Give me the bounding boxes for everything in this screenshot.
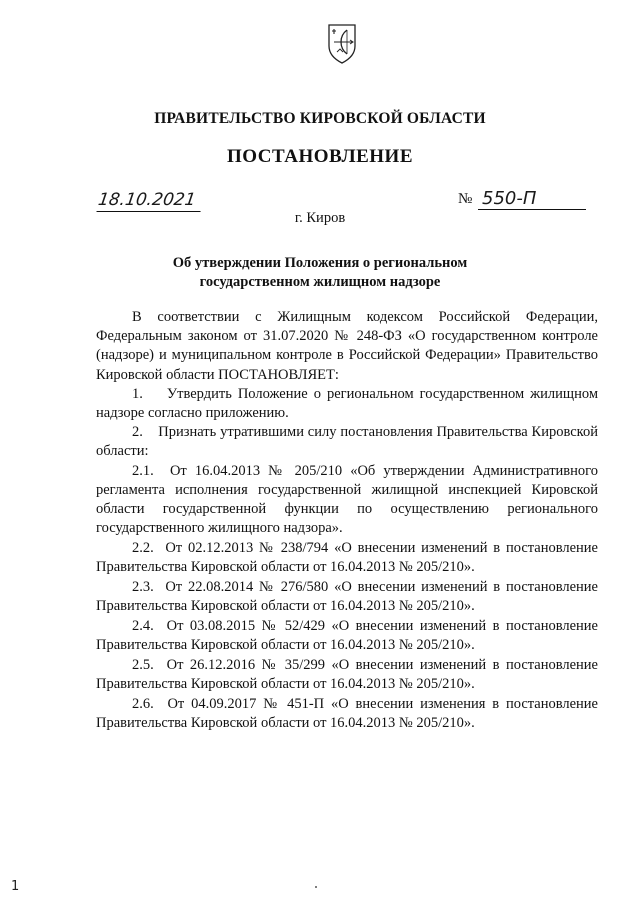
number-sign: № xyxy=(458,191,473,207)
page-mark: 1 xyxy=(11,879,20,894)
clause-2-2: 2.2. От 02.12.2013 № 238/794 «О внесении изменений в постановление Правительства Кировской области от 16.04.2013 № 205/210». xyxy=(96,539,598,576)
scan-dot xyxy=(315,886,317,888)
document-type: ПОСТАНОВЛЕНИЕ xyxy=(226,146,414,167)
handwritten-number: 550-П xyxy=(478,188,586,210)
clause-2-4: 2.4. От 03.08.2015 № 52/429 «О внесении изменений в постановление Правительства Кировской области от 16.04.2013 № 205/210». xyxy=(96,617,598,653)
clause-2-3: 2.3. От 22.08.2014 № 276/580 «О внесении изменений в постановление Правительства Кировской области от 16.04.2013 № 205/210». xyxy=(96,578,598,615)
coat-of-arms-icon xyxy=(326,22,358,64)
clause-2: 2. Признать утратившими силу постановления Правительства Кировской области: xyxy=(96,424,598,460)
preamble-paragraph: В соответствии с Жилищным кодексом Российской Федерации, Федеральным законом от 31.07.2020 № 248-ФЗ «О государственном контроле (надзоре) и муниципальном контроле в Российской Федерации» Правительство Кировской области ПОСТАНОВЛЯЕТ: xyxy=(96,309,598,383)
handwritten-date: 18.10.2021 xyxy=(96,190,203,212)
document-title: Об утверждении Положения о региональном государственном жилищном надзоре xyxy=(172,255,468,290)
city-label: г. Киров xyxy=(294,210,346,226)
document-body xyxy=(96,308,598,733)
organization-name: ПРАВИТЕЛЬСТВО КИРОВСКОЙ ОБЛАСТИ xyxy=(154,110,486,127)
clause-2-5: 2.5. От 26.12.2016 № 35/299 «О внесении изменений в постановление Правительства Кировской области от 16.04.2013 № 205/210». xyxy=(96,656,598,692)
clause-2-6: 2.6. От 04.09.2017 № 451-П «О внесении изменения в постановление Правительства Кировской области от 16.04.2013 № 205/210». xyxy=(96,695,598,731)
clause-2-1: 2.1. От 16.04.2013 № 205/210 «Об утверждении Административного регламента исполнения государственной жилищной инспекцией Кировской области государственной функции по осуществлению регионального государственного жилищного надзора». xyxy=(96,462,598,537)
clause-1: 1. Утвердить Положение о региональном государственном жилищном надзоре согласно приложению. xyxy=(96,385,598,422)
